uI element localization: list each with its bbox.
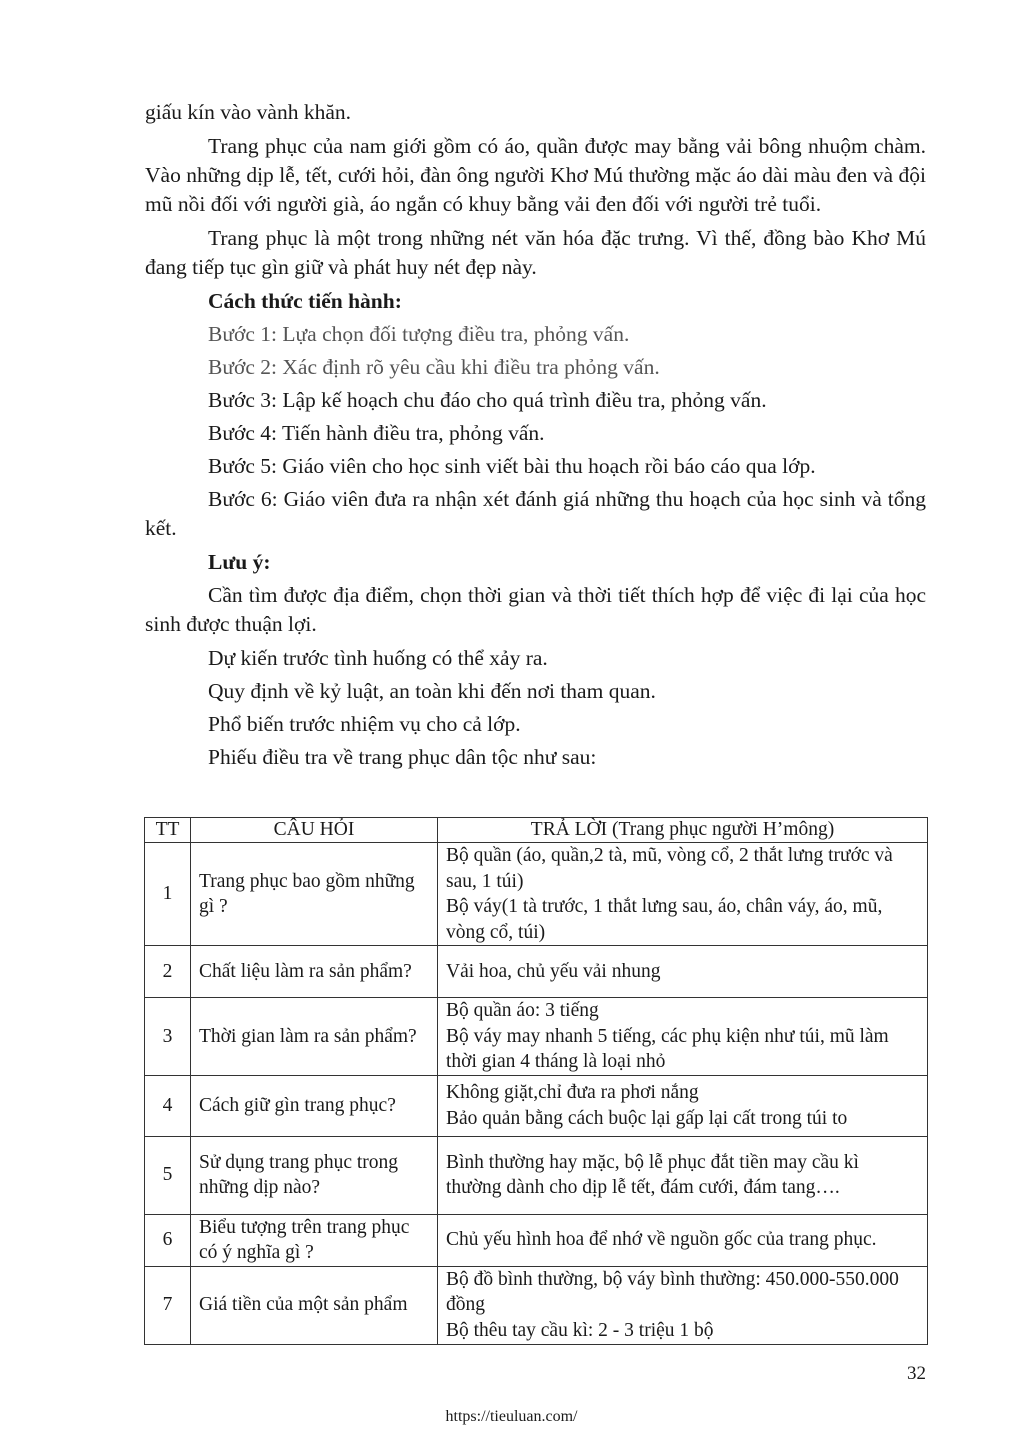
row-question: Trang phục bao gồm những gì ?: [191, 843, 438, 946]
table-row: [145, 1075, 928, 1136]
answer-line: Bộ váy(1 tà trước, 1 thắt lưng sau, áo, chân váy, áo, mũ, vòng cổ, túi): [446, 896, 883, 943]
row-number: 3: [145, 998, 191, 1076]
note-2: Dự kiến trước tình huống có thể xảy ra.: [208, 646, 548, 670]
row-number: 2: [145, 946, 191, 998]
answer-line: Bộ thêu tay cầu kì: 2 - 3 triệu 1 bộ: [446, 1319, 714, 1341]
row-answer: [438, 998, 928, 1076]
paragraph-cultural-trait: Trang phục là một trong những nét văn hóa đặc trưng. Vì thế, đồng bào Khơ Mú đang tiếp tục gìn giữ và phát huy nét đẹp này.: [145, 226, 926, 279]
row-answer: [438, 843, 928, 946]
header-answer: TRẢ LỜI (Trang phục người H’mông): [438, 818, 928, 843]
answer-line: Bộ váy may nhanh 5 tiếng, các phụ kiện như túi, mũ làm thời gian 4 tháng là loại nhỏ: [446, 1025, 889, 1072]
row-answer: [438, 1075, 928, 1136]
row-question: Chất liệu làm ra sản phẩm?: [191, 946, 438, 998]
table-header-row: [145, 818, 928, 843]
row-answer: [438, 1214, 928, 1266]
step-3: Bước 3: Lập kế hoạch chu đáo cho quá trình điều tra, phỏng vấn.: [208, 388, 767, 412]
row-question: Sử dụng trang phục trong những dịp nào?: [191, 1136, 438, 1214]
note-4: Phổ biến trước nhiệm vụ cho cả lớp.: [208, 712, 521, 736]
step-4: Bước 4: Tiến hành điều tra, phỏng vấn.: [208, 421, 545, 445]
row-question: Thời gian làm ra sản phẩm?: [191, 998, 438, 1076]
answer-line: Chủ yếu hình hoa để nhớ về nguồn gốc của trang phục.: [446, 1229, 877, 1251]
row-answer: [438, 1266, 928, 1344]
note-1: Cần tìm được địa điểm, chọn thời gian và thời tiết thích hợp để việc đi lại của học sinh được thuận lợi.: [145, 583, 926, 636]
step-1: Bước 1: Lựa chọn đối tượng điều tra, phỏng vấn.: [208, 322, 630, 346]
answer-line: Bộ đồ bình thường, bộ váy bình thường: 450.000-550.000 đồng: [446, 1268, 899, 1316]
row-number: 1: [145, 843, 191, 946]
answer-line: Bộ quần áo: 3 tiếng: [446, 1000, 599, 1021]
answer-line: Bộ quần (áo, quần,2 tà, mũ, vòng cổ, 2 thắt lưng trước và sau, 1 túi): [446, 845, 893, 892]
header-question: CÂU HỎI: [191, 818, 438, 843]
row-question: Giá tiền của một sản phẩm: [191, 1266, 438, 1344]
answer-line: Bảo quản bằng cách buộc lại gấp lại cất trong túi to: [446, 1107, 848, 1129]
heading-method: Cách thức tiến hành:: [208, 289, 402, 313]
note-5: Phiếu điều tra về trang phục dân tộc như sau:: [208, 745, 597, 769]
row-question: Cách giữ gìn trang phục?: [191, 1075, 438, 1136]
paragraph-intro-continued: giấu kín vào vành khăn.: [145, 100, 351, 124]
row-answer: [438, 1136, 928, 1214]
table-row: [145, 998, 928, 1076]
page-number: 32: [907, 1363, 926, 1384]
paragraph-men-clothing: Trang phục của nam giới gồm có áo, quần được may bằng vải bông nhuộm chàm. Vào những dịp lễ, tết, cưới hỏi, đàn ông người Khơ Mú thường mặc áo dài màu đen và đội mũ nồi đối với người già, áo ngắn có khuy bằng vải đen đối với người trẻ tuổi.: [145, 134, 926, 216]
step-6: Bước 6: Giáo viên đưa ra nhận xét đánh giá những thu hoạch của học sinh và tổng kết.: [145, 487, 926, 540]
row-number: 6: [145, 1214, 191, 1266]
row-number: 4: [145, 1075, 191, 1136]
table-row: [145, 843, 928, 946]
row-number: 5: [145, 1136, 191, 1214]
step-2: Bước 2: Xác định rõ yêu cầu khi điều tra phỏng vấn.: [208, 355, 660, 379]
document-body: [145, 98, 926, 776]
table-row: [145, 1214, 928, 1266]
footer-url: https://tieuluan.com/: [445, 1408, 578, 1425]
row-answer: [438, 946, 928, 998]
row-number: 7: [145, 1266, 191, 1344]
table-row: [145, 1136, 928, 1214]
header-no: TT: [145, 818, 191, 843]
table-row: [145, 946, 928, 998]
answer-line: Không giặt,chỉ đưa ra phơi nắng: [446, 1082, 699, 1103]
row-question: Biểu tượng trên trang phục có ý nghĩa gì ?: [191, 1214, 438, 1266]
note-3: Quy định về kỷ luật, an toàn khi đến nơi tham quan.: [208, 679, 656, 703]
answer-line: Bình thường hay mặc, bộ lễ phục đắt tiền may cầu kì thường dành cho dịp lễ tết, đám cưới, đám tang….: [446, 1151, 859, 1198]
survey-table: [144, 817, 928, 1345]
heading-note: Lưu ý:: [208, 550, 271, 574]
step-5: Bước 5: Giáo viên cho học sinh viết bài thu hoạch rồi báo cáo qua lớp.: [208, 454, 816, 478]
answer-line: Vải hoa, chủ yếu vải nhung: [446, 960, 661, 982]
table-row: [145, 1266, 928, 1344]
